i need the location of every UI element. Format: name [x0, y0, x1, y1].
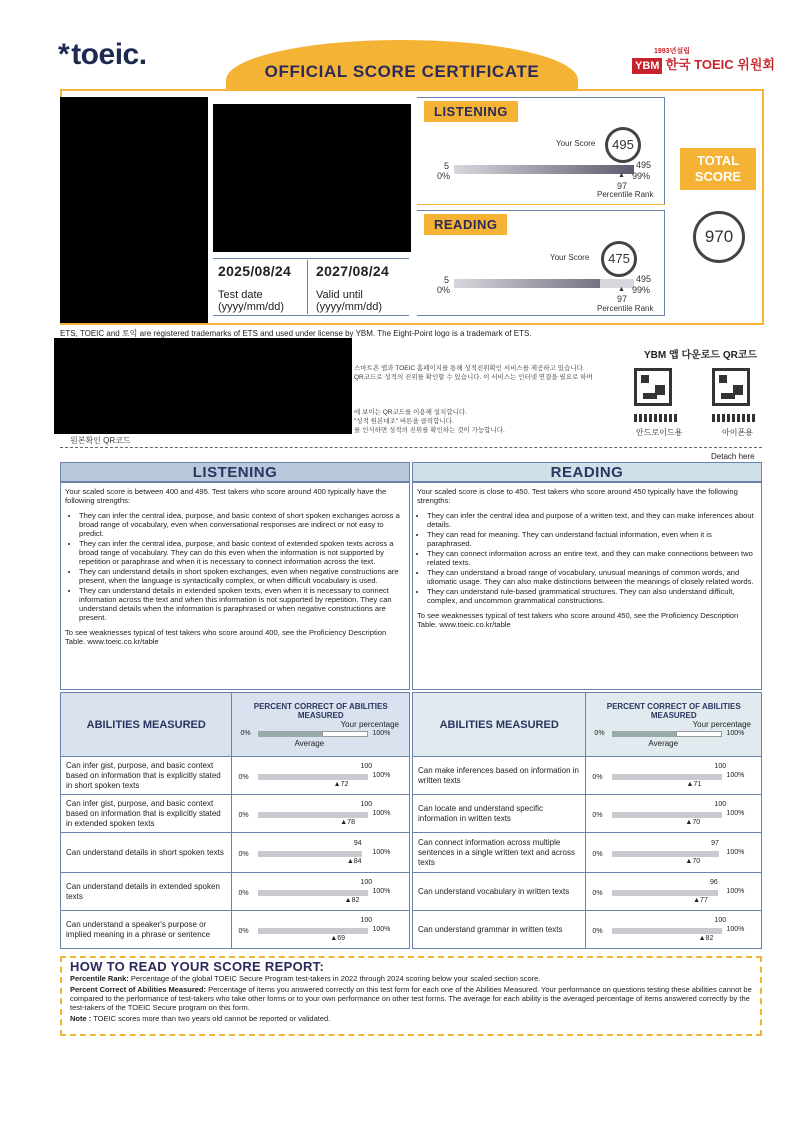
reading-detail-heading: READING: [412, 462, 762, 482]
average-marker-icon: ▲: [693, 896, 701, 904]
ability-label: Can infer gist, purpose, and basic context based on information that is explicitly stated in extended spoken texts: [61, 795, 232, 833]
average-marker-icon: ▲: [344, 896, 352, 904]
redacted-name: [213, 104, 411, 252]
ios-qr-icon[interactable]: [712, 368, 750, 406]
ability-bar: [612, 890, 718, 896]
date-divider: [307, 260, 308, 314]
listening-detail-heading: LISTENING: [60, 462, 410, 482]
ability-bar: [612, 774, 722, 780]
average-marker-icon: ▲: [333, 780, 341, 788]
average-marker: ▲71: [686, 780, 702, 788]
ability-bar: [258, 851, 361, 857]
list-item: • They can read for meaning. They can understand factual information, even when it is paraphrased.: [427, 530, 757, 548]
valid-until: 2027/08/24 Valid until (yyyy/mm/dd): [316, 263, 390, 313]
average-marker-icon: ▲: [685, 818, 693, 826]
list-item: • They can understand a broad range of vocabulary, unusual meanings of common words, and idiomatic usage. They can also make distinctions between the meanings of closely related words.: [427, 568, 757, 586]
ability-label: Can locate and understand specific information in written texts: [413, 795, 586, 833]
table-row: [413, 833, 762, 873]
reading-score-ring: 475: [601, 241, 637, 277]
reading-detail-body: Your scaled score is close to 450. Test takers who score around 450 typically have the following strengths: • They can infer the central idea and purpose of a written text, and they can make inferences about details. • They can read for meaning. They can understand factual information, even when it is paraphrased. • They can connect information across an entire text, and they can make connections between two related texts. • They can understand a broad range of vocabulary, unusual meanings of common words, and idiomatic usage. They can also make distinctions between the meanings of closely related words. • They can understand rule-based grammatical structures. They can also understand difficult, complex, and uncommon grammatical constructions. To see weaknesses typical of test takers who score around 450, see the Proficiency Description Table. www.toeic.co.kr/table: [412, 482, 762, 690]
certificate-title: OFFICIAL SCORE CERTIFICATE: [264, 62, 540, 81]
ability-label: Can understand a speaker's purpose or implied meaning in a phrase or sentence: [61, 911, 232, 949]
ability-bar: [612, 851, 719, 857]
average-marker: ▲78: [340, 818, 355, 826]
ability-bar-cell: 0% 100% 100 ▲78: [232, 795, 410, 833]
ability-label: Can make inferences based on information in written texts: [413, 757, 586, 795]
table-row: [413, 911, 762, 949]
redacted-photo: [60, 97, 208, 323]
pct-header: PERCENT CORRECT OF ABILITIES MEASURED Your percentage 0% 100% Average: [232, 693, 410, 757]
listening-score-bar: [454, 165, 634, 174]
average-marker: ▲77: [693, 896, 708, 904]
list-item: • They can connect information across an entire text, and they can make connections between two related texts.: [427, 549, 757, 567]
toeic-logo: *toeic.: [58, 38, 147, 71]
ability-label: Can infer gist, purpose, and basic context based on information that is explicitly stated in short spoken texts: [61, 757, 232, 795]
reading-abilities-table: ABILITIES MEASURED PERCENT CORRECT OF ABILITIES MEASURED Your percentage 0% 100% Average Can make inferences based on information in written texts 0% 100% 100 ▲71 Can locate and understand specific information in written texts 0% 100% 100 ▲70 Can connect information across multiple sentences in a single written text and across texts 0% 100% 97 ▲70 Can understand vocabulary in written texts 0% 100% 96 ▲77 Can understand grammar in written texts 0% 100% 100 ▲82: [412, 692, 762, 949]
average-marker: ▲70: [685, 818, 701, 826]
listening-abilities-table: ABILITIES MEASURED PERCENT CORRECT OF ABILITIES MEASURED Your percentage 0% 100% Average Can infer gist, purpose, and basic context based on information that is explicitly stated in short spoken texts 0% 100% 100 ▲72 Can infer gist, purpose, and basic context based on information that is explicitly stated in extended spoken texts 0% 100% 100 ▲78 Can understand details in short spoken texts 0% 100% 94 ▲84 Can understand details in extended spoken texts 0% 100% 100 ▲82 Can understand a speaker's purpose or implied meaning in a phrase or sentence 0% 100% 100 ▲69: [60, 692, 410, 949]
reading-tag: READING: [424, 214, 507, 235]
ability-bar-cell: 0% 100% 100 ▲72: [232, 757, 410, 795]
average-marker: ▲82: [698, 934, 714, 942]
average-marker-icon: ▲: [685, 857, 693, 865]
ybm-logo: 1993년설립 YBM 한국 TOEIC 위원회: [632, 54, 775, 74]
table-row: [61, 833, 410, 873]
ability-label: Can understand grammar in written texts: [413, 911, 586, 949]
average-marker: ▲82: [344, 896, 360, 904]
list-item: • They can understand details in short spoken exchanges, even when negative constructions are present, when the language is syntactically complex, or when difficult vocabulary is used.: [79, 567, 405, 585]
list-item: • They can infer the central idea, purpose, and basic context of extended spoken texts across a broad range of vocabulary. They can do this even when the information is not supported by repetition or paraphrase and when it is necessary to connect information across the text.: [79, 539, 405, 566]
ability-bar: [258, 812, 368, 818]
ability-bar: [258, 928, 368, 934]
asterisk-icon: *: [58, 38, 70, 71]
table-row: [61, 757, 410, 795]
average-marker: ▲84: [346, 857, 362, 865]
list-item: • They can understand rule-based grammatical structures. They can also understand difficult, complex, and uncommon grammatical constructions.: [427, 587, 757, 605]
detach-label: Detach here: [711, 452, 755, 461]
listening-score-ring: 495: [605, 127, 641, 163]
redacted-qr: [54, 338, 352, 434]
ability-bar: [258, 774, 368, 780]
ability-bar: [258, 890, 368, 896]
ability-label: Can understand details in short spoken texts: [61, 833, 232, 873]
how-to-read: HOW TO READ YOUR SCORE REPORT: Percentile Rank: Percentage of the global TOEIC Secure Program test-takers in 2022 through 2024 scoring below your scaled section score. Percent Correct of Abilities Measured: Percentage of items you answered correctly on this test form for each one of the Abilities Measured. Your performance on questions testing these abilities cannot be compared to the performance of test-takers who take other forms or to your own performance on other test forms. The average for each ability is the averaged percentage of items answered correctly by the test-takers of the TOEIC Secure program on this form. Note : TOEIC scores more than two years old cannot be reported or validated.: [60, 956, 762, 1036]
ability-bar-cell: 0% 100% 100 ▲69: [232, 911, 410, 949]
table-row: [61, 873, 410, 911]
list-item: • They can infer the central idea and purpose of a written text, and they can make inferences about details.: [427, 511, 757, 529]
total-score-label: TOTAL SCORE: [680, 148, 756, 190]
ability-bar-cell: 0% 100% 100 ▲70: [586, 795, 762, 833]
average-marker: ▲70: [685, 857, 701, 865]
detach-line: [60, 447, 762, 448]
ability-label: Can understand vocabulary in written texts: [413, 873, 586, 911]
average-marker-icon: ▲: [340, 818, 348, 826]
app-download-title: YBM 앱 다운로드 QR코드: [644, 350, 758, 361]
average-marker-icon: ▲: [346, 857, 354, 865]
table-row: [61, 911, 410, 949]
table-row: [413, 757, 762, 795]
ability-bar-cell: 0% 100% 100 ▲82: [232, 873, 410, 911]
ability-bar-cell: 0% 100% 97 ▲70: [586, 833, 762, 873]
android-qr-lower: [634, 414, 678, 422]
list-item: • They can understand details in extended spoken texts, even when it is necessary to connect information across the text and when this information is not supported by repetition. They can understand details when the information is paraphrased or when negative constructions are present.: [79, 586, 405, 622]
ability-bar: [612, 928, 722, 934]
ability-bar: [612, 812, 722, 818]
ability-bar-cell: 0% 100% 100 ▲82: [586, 911, 762, 949]
rank-marker-icon: ▲: [618, 172, 625, 179]
pct-header: PERCENT CORRECT OF ABILITIES MEASURED Your percentage 0% 100% Average: [586, 693, 762, 757]
list-item: • They can infer the central idea, purpose, and basic context of short spoken exchanges across a broad range of vocabulary, even when conversational responses are indirect or not easy to predict.: [79, 511, 405, 538]
listening-tag: LISTENING: [424, 101, 518, 122]
trademark-notice: ETS, TOEIC and 토익 are registered trademarks of ETS and used under license by YBM. The Eight-Point logo is a trademark of ETS.: [60, 329, 532, 338]
total-score-ring: 970: [693, 211, 745, 263]
average-marker-icon: ▲: [330, 934, 338, 942]
average-marker-icon: ▲: [698, 934, 706, 942]
ability-label: Can connect information across multiple sentences in a single written text and across texts: [413, 833, 586, 873]
test-date: 2025/08/24 Test date (yyyy/mm/dd): [218, 263, 292, 313]
table-row: [413, 873, 762, 911]
table-row: [61, 795, 410, 833]
average-marker: ▲69: [330, 934, 346, 942]
ability-bar-cell: 0% 100% 100 ▲71: [586, 757, 762, 795]
ability-bar-cell: 0% 100% 94 ▲84: [232, 833, 410, 873]
rank-marker-icon: ▲: [618, 286, 625, 293]
android-qr-icon[interactable]: [634, 368, 672, 406]
ability-bar-cell: 0% 100% 96 ▲77: [586, 873, 762, 911]
ios-qr-lower: [712, 414, 756, 422]
reading-bar-remaining: [600, 279, 634, 288]
ability-label: Can understand details in extended spoken texts: [61, 873, 232, 911]
listening-detail-body: Your scaled score is between 400 and 495. Test takers who score around 400 typically have the following strengths: • They can infer the central idea, purpose, and basic context of short spoken exchanges across a broad range of vocabulary, even when conversational responses are indirect or not easy to predict. • They can infer the central idea, purpose, and basic context of extended spoken texts across a broad range of vocabulary. They can do this even when the information is not supported by repetition or paraphrase and when it is necessary to connect information across the text. • They can understand details in short spoken exchanges, even when negative constructions are present, when the language is syntactically complex, or when difficult vocabulary is used. • They can understand details in extended spoken texts, even when it is necessary to connect information across the text and when this information is not supported by repetition. They can understand details when the information is paraphrased or when negative constructions are present. To see weaknesses typical of test takers who score around 400, see the Proficiency Description Table. www.toeic.co.kr/table: [60, 482, 410, 690]
table-row: [413, 795, 762, 833]
average-marker-icon: ▲: [686, 780, 694, 788]
average-marker: ▲72: [333, 780, 349, 788]
